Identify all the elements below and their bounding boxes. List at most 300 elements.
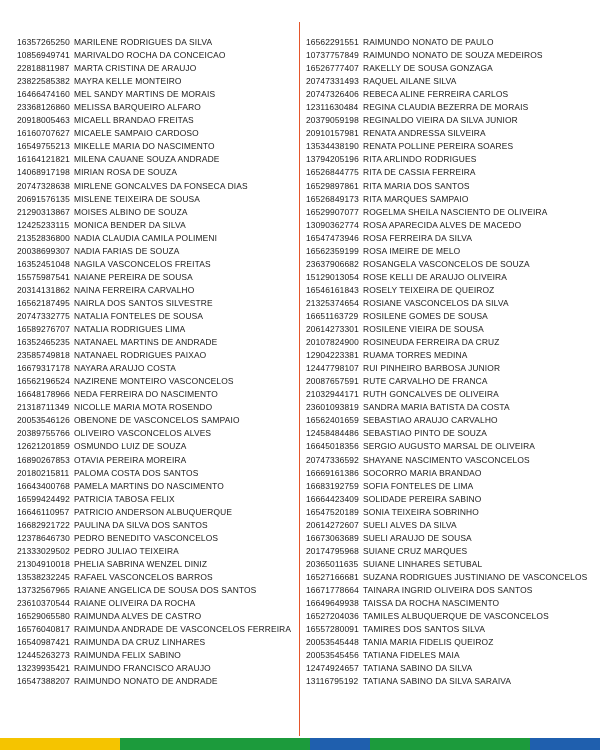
record-name: RAIMUNDA FELIX SABINO (74, 650, 181, 661)
list-item (17, 467, 295, 480)
record-code: 16682921722 (17, 519, 70, 530)
list-item (17, 362, 295, 375)
record-name: MIRIAN ROSA DE SOUZA (74, 167, 178, 178)
record-code: 16589276707 (17, 324, 70, 335)
record-name: RUTH GONCALVES DE OLIVEIRA (363, 389, 499, 400)
record-code: 13732567965 (17, 584, 70, 595)
record-name: ROSIANE VASCONCELOS DA SILVA (363, 297, 509, 308)
list-item (306, 649, 596, 662)
record-code: 20379059198 (306, 115, 359, 126)
record-code: 16529907077 (306, 206, 359, 217)
list-item (306, 75, 596, 88)
list-item (306, 206, 596, 219)
record-code: 23822585382 (17, 76, 70, 87)
list-item (306, 584, 596, 597)
record-code: 13239935421 (17, 663, 70, 674)
record-code: 16547388207 (17, 676, 70, 687)
footer-band-green (120, 738, 310, 750)
list-item (17, 336, 295, 349)
record-code: 12621201859 (17, 441, 70, 452)
list-item (17, 401, 295, 414)
record-name: SHAYANE NASCIMENTO VASCONCELOS (363, 454, 530, 465)
list-item (17, 258, 295, 271)
record-name: NICOLLE MARIA MOTA ROSENDO (74, 402, 213, 413)
record-name: NAYARA ARAUJO COSTA (74, 363, 176, 374)
list-item (306, 193, 596, 206)
list-item (17, 297, 295, 310)
list-item (17, 610, 295, 623)
record-name: MELISSA BARQUEIRO ALFARO (74, 102, 201, 113)
record-code: 16557280091 (306, 624, 359, 635)
record-name: RAKELLY DE SOUSA GONZAGA (363, 63, 493, 74)
list-item (306, 440, 596, 453)
record-name: OSMUNDO LUIZ DE SOUZA (74, 441, 187, 452)
record-name: TATIANA FIDELES MAIA (363, 650, 460, 661)
record-code: 16673063689 (306, 532, 359, 543)
list-item (17, 310, 295, 323)
record-code: 12458484486 (306, 428, 359, 439)
record-name: ROSILENE VIEIRA DE SOUSA (363, 324, 484, 335)
record-code: 16540987421 (17, 637, 70, 648)
record-name: SANDRA MARIA BATISTA DA COSTA (363, 402, 510, 413)
list-item (17, 349, 295, 362)
list-item (306, 675, 596, 688)
record-name: SOCORRO MARIA BRANDAO (363, 467, 482, 478)
record-name: RITA MARQUES SAMPAIO (363, 193, 469, 204)
record-name: NAIRLA DOS SANTOS SILVESTRE (74, 297, 213, 308)
record-name: ROSE KELLI DE ARAUJO OLIVEIRA (363, 271, 507, 282)
list-item (306, 401, 596, 414)
record-name: ROSA APARECIDA ALVES DE MACEDO (363, 219, 522, 230)
list-item (17, 62, 295, 75)
record-code: 10737757849 (306, 50, 359, 61)
record-code: 16599424492 (17, 493, 70, 504)
record-name: RAIMUNDA DA CRUZ LINHARES (74, 637, 206, 648)
record-code: 12904223381 (306, 350, 359, 361)
footer-color-bar (0, 738, 600, 750)
record-code: 23610370544 (17, 598, 70, 609)
record-name: MIKELLE MARIA DO NASCIMENTO (74, 141, 215, 152)
record-code: 21032944171 (306, 389, 359, 400)
record-code: 16357265250 (17, 37, 70, 47)
record-code: 16648178966 (17, 389, 70, 400)
record-name: RENATA POLLINE PEREIRA SOARES (363, 141, 514, 152)
record-code: 20180215811 (17, 467, 70, 478)
list-item (17, 493, 295, 506)
record-name: PEDRO JULIAO TEIXEIRA (74, 545, 179, 556)
list-item (17, 571, 295, 584)
record-code: 20174795968 (306, 545, 359, 556)
record-name: MAYRA KELLE MONTEIRO (74, 76, 182, 87)
record-code: 16546161843 (306, 284, 359, 295)
record-name: SOFIA FONTELES DE LIMA (363, 480, 474, 491)
record-code: 12474924657 (306, 663, 359, 674)
list-item (306, 258, 596, 271)
record-code: 20389755766 (17, 428, 70, 439)
record-name: RITA DE CASSIA FERREIRA (363, 167, 476, 178)
list-item (306, 545, 596, 558)
record-code: 16671778664 (306, 584, 359, 595)
record-code: 21333029502 (17, 545, 70, 556)
record-code: 16164121821 (17, 154, 70, 165)
list-item (17, 532, 295, 545)
record-name: RAQUEL AILANE SILVA (363, 76, 457, 87)
record-code: 16664423409 (306, 493, 359, 504)
list-item (306, 180, 596, 193)
list-item (306, 427, 596, 440)
record-name: SEBASTIAO PINTO DE SOUZA (363, 428, 487, 439)
list-item (17, 388, 295, 401)
record-code: 16526844775 (306, 167, 359, 178)
record-code: 20053545456 (306, 650, 359, 661)
record-code: 21290313867 (17, 206, 70, 217)
record-name: SERGIO AUGUSTO MARSAL DE OLIVEIRA (363, 441, 536, 452)
record-code: 20087657591 (306, 376, 359, 387)
list-item (306, 414, 596, 427)
record-code: 16651163729 (306, 310, 359, 321)
record-name: OBENONE DE VASCONCELOS SAMPAIO (74, 415, 240, 426)
list-item (306, 662, 596, 675)
record-code: 16529897861 (306, 180, 359, 191)
record-name: NAGILA VASCONCELOS FREITAS (74, 258, 211, 269)
record-code: 16466474160 (17, 89, 70, 100)
list-item (17, 166, 295, 179)
list-item (306, 375, 596, 388)
record-code: 16562401659 (306, 415, 359, 426)
record-code: 20365011635 (306, 558, 359, 569)
list-item (17, 636, 295, 649)
list-item (17, 506, 295, 519)
list-item (17, 245, 295, 258)
list-item (17, 75, 295, 88)
record-code: 21325374654 (306, 297, 359, 308)
record-code: 16549755213 (17, 141, 70, 152)
record-code: 16890267853 (17, 454, 70, 465)
record-code: 16645018356 (306, 441, 359, 452)
record-code: 20107824900 (306, 337, 359, 348)
record-name: OTAVIA PEREIRA MOREIRA (74, 454, 187, 465)
record-name: SUZANA RODRIGUES JUSTINIANO DE VASCONCELOS (363, 571, 588, 582)
record-name: TAINARA INGRID OLIVEIRA DOS SANTOS (363, 584, 533, 595)
list-item (17, 193, 295, 206)
record-name: RAIMUNDA ANDRADE DE VASCONCELOS FERREIRA (74, 624, 292, 635)
record-code: 20614273301 (306, 324, 359, 335)
record-name: NAZIRENE MONTEIRO VASCONCELOS (74, 376, 234, 387)
record-code: 16679317178 (17, 363, 70, 374)
footer-band-yellow (0, 738, 120, 750)
column-divider (299, 22, 300, 736)
record-name: RAIANE OLIVEIRA DA ROCHA (74, 598, 196, 609)
list-item (17, 675, 295, 688)
record-code: 12425233115 (17, 219, 70, 230)
record-code: 23601093819 (306, 402, 359, 413)
record-name: PHELIA SABRINA WENZEL DINIZ (74, 558, 208, 569)
list-item (17, 271, 295, 284)
record-code: 16547473946 (306, 232, 359, 243)
record-name: MARTA CRISTINA DE ARAUJO (74, 63, 197, 74)
record-code: 20053546126 (17, 415, 70, 426)
list-item (17, 127, 295, 140)
record-name: MICAELE SAMPAIO CARDOSO (74, 128, 199, 139)
list-item (17, 206, 295, 219)
record-name: TAMILES ALBUQUERQUE DE VASCONCELOS (363, 611, 549, 622)
list-item (306, 349, 596, 362)
record-name: RAIMUNDA ALVES DE CASTRO (74, 611, 202, 622)
record-name: ROSA IMEIRE DE MELO (363, 245, 461, 256)
list-item (306, 362, 596, 375)
record-code: 12445263273 (17, 650, 70, 661)
record-name: REGINA CLAUDIA BEZERRA DE MORAIS (363, 102, 529, 113)
record-code: 15575987541 (17, 271, 70, 282)
record-code: 16529065580 (17, 611, 70, 622)
record-code: 13538232245 (17, 571, 70, 582)
record-name: MEL SANDY MARTINS DE MORAIS (74, 89, 216, 100)
record-code: 21304910018 (17, 558, 70, 569)
list-item (306, 36, 596, 49)
footer-band-green-2 (370, 738, 530, 750)
list-item (306, 114, 596, 127)
list-item (17, 219, 295, 232)
record-name: RUTE CARVALHO DE FRANCA (363, 376, 488, 387)
list-item (17, 153, 295, 166)
record-name: PALOMA COSTA DOS SANTOS (74, 467, 199, 478)
record-code: 20691576135 (17, 193, 70, 204)
record-code: 16352465235 (17, 337, 70, 348)
record-name: ROSILENE GOMES DE SOUSA (363, 310, 488, 321)
record-name: PEDRO BENEDITO VASCONCELOS (74, 532, 219, 543)
record-code: 20038699307 (17, 245, 70, 256)
record-code: 12447798107 (306, 363, 359, 374)
footer-band-blue-2 (530, 738, 600, 750)
list-item (306, 140, 596, 153)
list-item (17, 180, 295, 193)
list-item (306, 532, 596, 545)
list-item (17, 440, 295, 453)
list-item (306, 610, 596, 623)
record-code: 16352451048 (17, 258, 70, 269)
list-item (306, 454, 596, 467)
record-code: 13794205196 (306, 154, 359, 165)
list-item (306, 506, 596, 519)
list-item (306, 232, 596, 245)
list-item (306, 62, 596, 75)
record-name: ROSELY TEIXEIRA DE QUEIROZ (363, 284, 495, 295)
list-item (306, 88, 596, 101)
list-item (306, 558, 596, 571)
record-name: SUELI ARAUJO DE SOUSA (363, 532, 472, 543)
record-code: 20614272607 (306, 519, 359, 530)
record-name: TAMIRES DOS SANTOS SILVA (363, 624, 486, 635)
record-name: RAIMUNDO NONATO DE ANDRADE (74, 676, 218, 687)
list-item (17, 414, 295, 427)
left-name-list (17, 36, 295, 688)
record-code: 20314131862 (17, 284, 70, 295)
record-name: SUIANE LINHARES SETUBAL (363, 558, 483, 569)
record-name: NAINA FERREIRA CARVALHO (74, 284, 195, 295)
list-item (17, 649, 295, 662)
record-name: NATANAEL RODRIGUES PAIXAO (74, 350, 207, 361)
record-code: 20747331493 (306, 76, 359, 87)
record-name: RAIMUNDO FRANCISCO ARAUJO (74, 663, 211, 674)
list-item (306, 480, 596, 493)
record-code: 23585749818 (17, 350, 70, 361)
record-name: PATRICIA TABOSA FELIX (74, 493, 175, 504)
record-code: 13534438190 (306, 141, 359, 152)
record-code: 12378646730 (17, 532, 70, 543)
record-name: PATRICIO ANDERSON ALBUQUERQUE (74, 506, 233, 517)
record-name: RAIMUNDO NONATO DE SOUZA MEDEIROS (363, 50, 543, 61)
record-name: MONICA BENDER DA SILVA (74, 219, 186, 230)
record-code: 21352836800 (17, 232, 70, 243)
record-name: RUI PINHEIRO BARBOSA JUNIOR (363, 363, 501, 374)
list-item (17, 114, 295, 127)
list-item (306, 49, 596, 62)
list-item (17, 284, 295, 297)
record-code: 21318711349 (17, 402, 70, 413)
list-item (17, 101, 295, 114)
record-code: 16160707627 (17, 128, 70, 139)
record-name: NATALIA RODRIGUES LIMA (74, 324, 186, 335)
list-item (17, 584, 295, 597)
record-name: MILENA CAUANE SOUZA ANDRADE (74, 154, 220, 165)
record-code: 16669161386 (306, 467, 359, 478)
list-item (17, 545, 295, 558)
list-item (17, 36, 295, 49)
record-code: 15129013054 (306, 271, 359, 282)
list-item (306, 571, 596, 584)
list-item (17, 49, 295, 62)
record-code: 13116795192 (306, 676, 359, 687)
list-item (306, 271, 596, 284)
record-name: MARIVALDO ROCHA DA CONCEICAO (74, 50, 226, 61)
record-name: SUELI ALVES DA SILVA (363, 519, 457, 530)
record-code: 20747328638 (17, 180, 70, 191)
list-item (306, 310, 596, 323)
record-name: RAIMUNDO NONATO DE PAULO (363, 37, 494, 47)
list-item (306, 336, 596, 349)
record-code: 22818811987 (17, 63, 70, 74)
list-item (17, 597, 295, 610)
record-code: 20910157981 (306, 128, 359, 139)
record-name: SEBASTIAO ARAUJO CARVALHO (363, 415, 498, 426)
record-code: 16683192759 (306, 480, 359, 491)
list-item (306, 101, 596, 114)
list-item (306, 166, 596, 179)
record-name: NADIA FARIAS DE SOUZA (74, 245, 180, 256)
list-item (17, 519, 295, 532)
list-item (17, 427, 295, 440)
list-item (306, 623, 596, 636)
list-item (306, 284, 596, 297)
record-code: 16526777407 (306, 63, 359, 74)
record-name: OLIVEIRO VASCONCELOS ALVES (74, 428, 212, 439)
list-item (17, 662, 295, 675)
record-name: MISLENE TEIXEIRA DE SOUSA (74, 193, 201, 204)
record-name: TAISSA DA ROCHA NASCIMENTO (363, 598, 500, 609)
list-item (17, 88, 295, 101)
record-code: 20918005463 (17, 115, 70, 126)
record-code: 16526849173 (306, 193, 359, 204)
record-code: 20747326406 (306, 89, 359, 100)
record-name: NADIA CLAUDIA CAMILA POLIMENI (74, 232, 218, 243)
record-code: 23637906682 (306, 258, 359, 269)
list-item (17, 232, 295, 245)
list-item (306, 493, 596, 506)
record-name: PAMELA MARTINS DO NASCIMENTO (74, 480, 224, 491)
record-name: RITA ARLINDO RODRIGUES (363, 154, 477, 165)
record-name: TANIA MARIA FIDELIS QUEIROZ (363, 637, 494, 648)
record-code: 20747336592 (306, 454, 359, 465)
record-code: 23368126860 (17, 102, 70, 113)
record-name: RENATA ANDRESSA SILVEIRA (363, 128, 486, 139)
record-code: 16562291551 (306, 37, 359, 47)
list-item (306, 127, 596, 140)
record-name: MARILENE RODRIGUES DA SILVA (74, 37, 213, 47)
record-code: 14068917198 (17, 167, 70, 178)
record-code: 13090362774 (306, 219, 359, 230)
list-item (17, 558, 295, 571)
record-code: 16649649938 (306, 598, 359, 609)
record-name: ROSINEUDA FERREIRA DA CRUZ (363, 337, 500, 348)
right-name-list (306, 36, 596, 688)
record-code: 16527204036 (306, 611, 359, 622)
record-code: 10856949741 (17, 50, 70, 61)
record-name: SUIANE CRUZ MARQUES (363, 545, 468, 556)
list-item (17, 454, 295, 467)
list-item (306, 519, 596, 532)
record-name: TATIANA SABINO DA SILVA SARAIVA (363, 676, 512, 687)
record-code: 16562196524 (17, 376, 70, 387)
list-item (17, 480, 295, 493)
record-name: MICAELL BRANDAO FREITAS (74, 115, 194, 126)
record-name: NATALIA FONTELES DE SOUSA (74, 310, 204, 321)
record-name: ROSANGELA VASCONCELOS DE SOUZA (363, 258, 530, 269)
list-item (306, 467, 596, 480)
record-code: 16562187495 (17, 297, 70, 308)
list-item (17, 623, 295, 636)
list-item (306, 297, 596, 310)
record-name: RAFAEL VASCONCELOS BARROS (74, 571, 213, 582)
record-code: 20747332775 (17, 310, 70, 321)
list-item (17, 375, 295, 388)
list-item (306, 153, 596, 166)
record-code: 16576040817 (17, 624, 70, 635)
list-item (17, 140, 295, 153)
record-name: REBECA ALINE FERREIRA CARLOS (363, 89, 509, 100)
footer-band-blue (310, 738, 370, 750)
record-name: MIRLENE GONCALVES DA FONSECA DIAS (74, 180, 248, 191)
record-code: 20053545448 (306, 637, 359, 648)
list-item (306, 597, 596, 610)
record-code: 16527166681 (306, 571, 359, 582)
record-code: 16643400768 (17, 480, 70, 491)
record-code: 16562359199 (306, 245, 359, 256)
list-item (306, 245, 596, 258)
record-name: NEDA FERREIRA DO NASCIMENTO (74, 389, 218, 400)
record-name: ROSA FERREIRA DA SILVA (363, 232, 473, 243)
record-name: PAULINA DA SILVA DOS SANTOS (74, 519, 208, 530)
record-name: NAIANE PEREIRA DE SOUSA (74, 271, 193, 282)
record-name: SOLIDADE PEREIRA SABINO (363, 493, 482, 504)
record-name: SONIA TEIXEIRA SOBRINHO (363, 506, 479, 517)
record-name: RAIANE ANGELICA DE SOUSA DOS SANTOS (74, 584, 257, 595)
list-item (17, 323, 295, 336)
list-item (306, 636, 596, 649)
record-name: NATANAEL MARTINS DE ANDRADE (74, 337, 218, 348)
record-name: TATIANA SABINO DA SILVA (363, 663, 473, 674)
list-item (306, 323, 596, 336)
record-name: RUAMA TORRES MEDINA (363, 350, 468, 361)
